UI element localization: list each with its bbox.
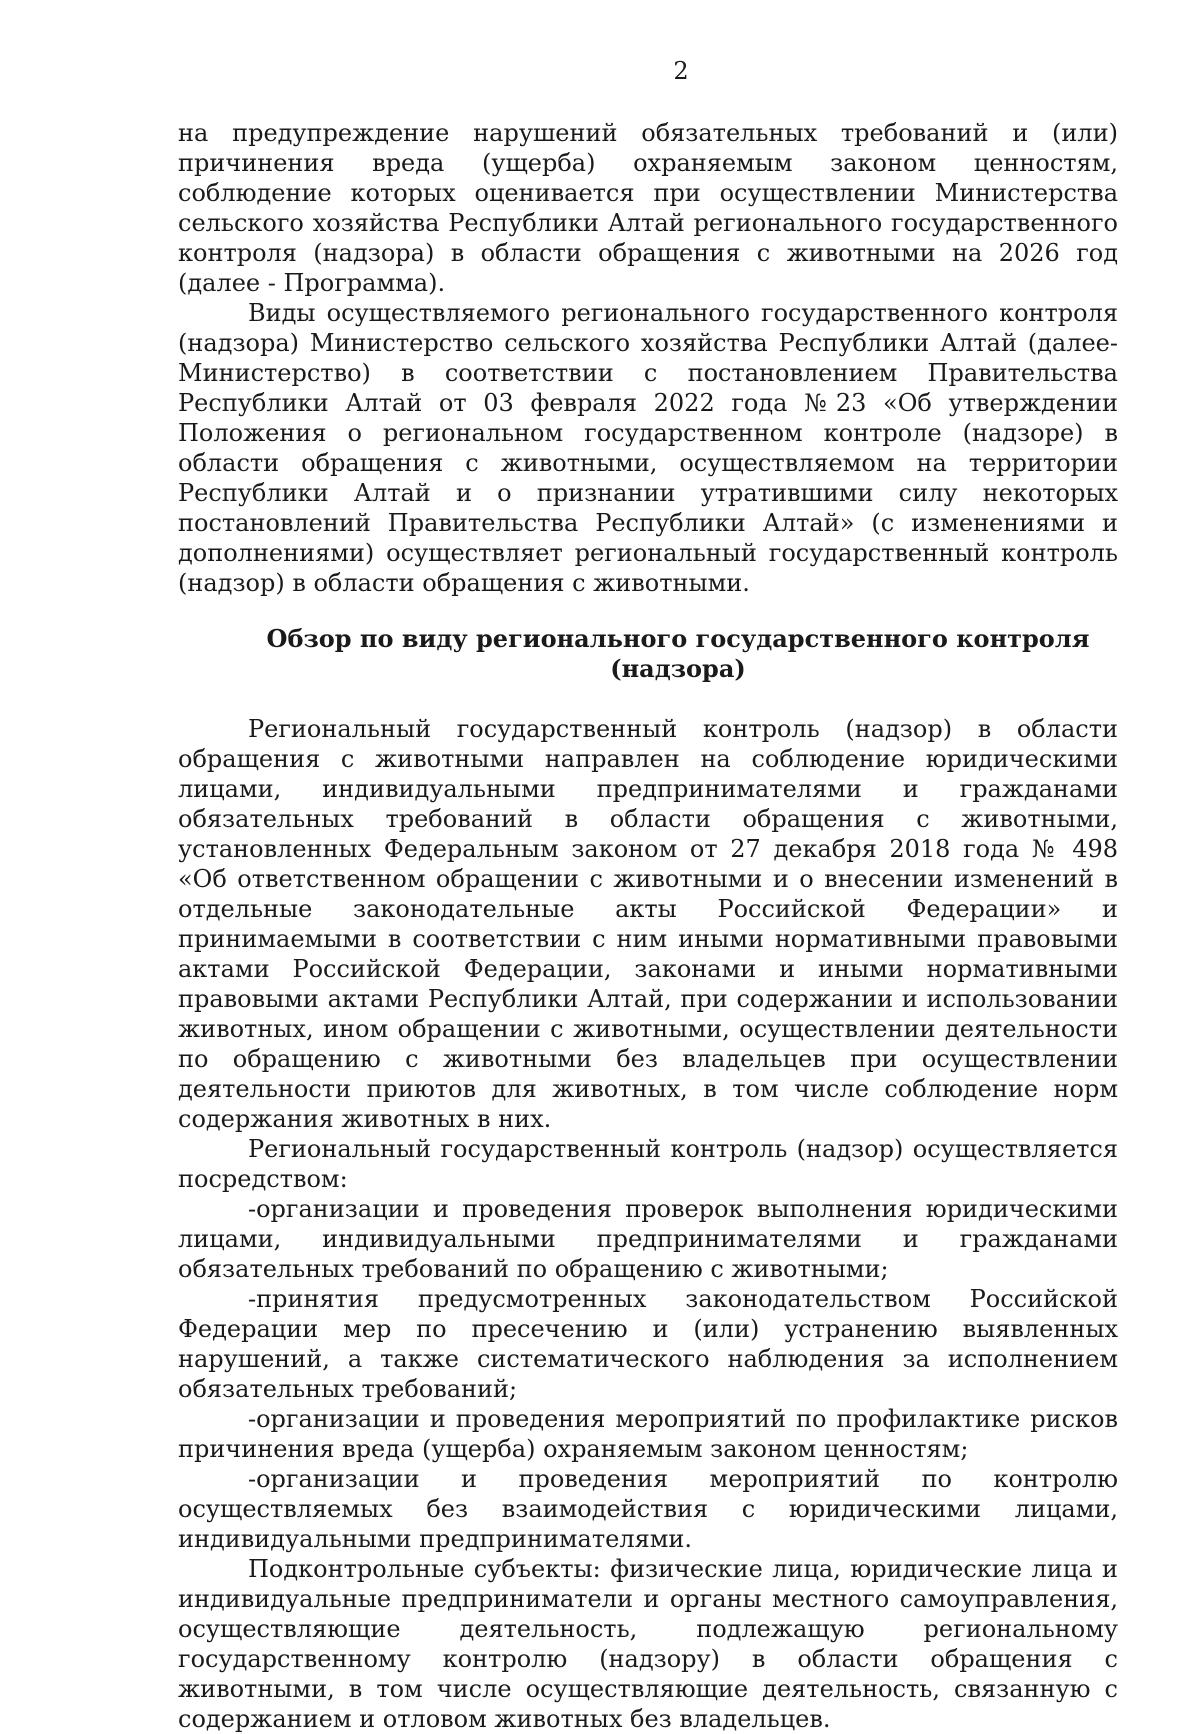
list-item: -организации и проведения мероприятий по профилактике рисков причинения вреда (ущерба) охраняемым законом ценностям; xyxy=(178,1405,1118,1463)
section-paragraph: Подконтрольные субъекты: физические лица, юридические лица и индивидуальные предприниматели и органы местного самоуправления, осуществляющие деятельность, подлежащую региональному государственному контролю (надзору) в области обращения с животными, в том числе осуществляющие деятельность, связанную с содержанием и отловом животных без владельцев. xyxy=(178,1555,1118,1733)
section-paragraph: Региональный государственный контроль (надзор) в области обращения с животными направлен на соблюдение юридическими лицами, индивидуальными предпринимателями и гражданами обязательных требований в области обращения с животными, установленных Федеральным законом от 27 декабря 2018 года № 498 «Об ответственном обращении с животными и о внесении изменений в отдельные законодательные акты Российской Федерации» и принимаемыми в соответствии с ним иными нормативными правовыми актами Российской Федерации, законами и иными нормативными правовыми актами Республики Алтай, при содержании и использовании животных, ином обращении с животными, осуществлении деятельности по обращению с животными без владельцев при осуществлении деятельности приютов для животных, в том числе соблюдение норм содержания животных в них. xyxy=(178,715,1118,1133)
list-item: -принятия предусмотренных законодательством Российской Федерации мер по пресечению и (или) устранению выявленных нарушений, а также систематического наблюдения за исполнением обязательных требований; xyxy=(178,1285,1118,1403)
list-item: -организации и проведения мероприятий по контролю осуществляемых без взаимодействия с юридическими лицами, индивидуальными предпринимателями. xyxy=(178,1465,1118,1553)
document-body xyxy=(178,118,1118,1734)
intro-paragraph: на предупреждение нарушений обязательных требований и (или) причинения вреда (ущерба) охраняемым законом ценностям, соблюдение которых оценивается при осуществлении Министерства сельского хозяйства Республики Алтай регионального государственного контроля (надзора) в области обращения с животными на 2026 год (далее - Программа). xyxy=(178,119,1118,297)
control-types-paragraph: Виды осуществляемого регионального государственного контроля (надзора) Министерство сельского хозяйства Республики Алтай (далее- Министерство) в соответствии с постановлением Правительства Республики Алтай от 03 февраля 2022 года №23 «Об утверждении Положения о региональном государственном контроле (надзоре) в области обращения с животными, осуществляемом на территории Республики Алтай и о признании утратившими силу некоторых постановлений Правительства Республики Алтай» (с изменениями и дополнениями) осуществляет региональный государственный контроль (надзор) в области обращения с животными. xyxy=(178,299,1118,597)
section-heading: Обзор по виду регионального государственного контроля (надзора) xyxy=(266,624,1090,683)
page-number: 2 xyxy=(673,57,689,85)
section-paragraph: Региональный государственный контроль (надзор) осуществляется посредством: xyxy=(178,1135,1118,1193)
list-item: -организации и проведения проверок выполнения юридическими лицами, индивидуальными предпринимателями и гражданами обязательных требований по обращению с животными; xyxy=(178,1195,1118,1283)
